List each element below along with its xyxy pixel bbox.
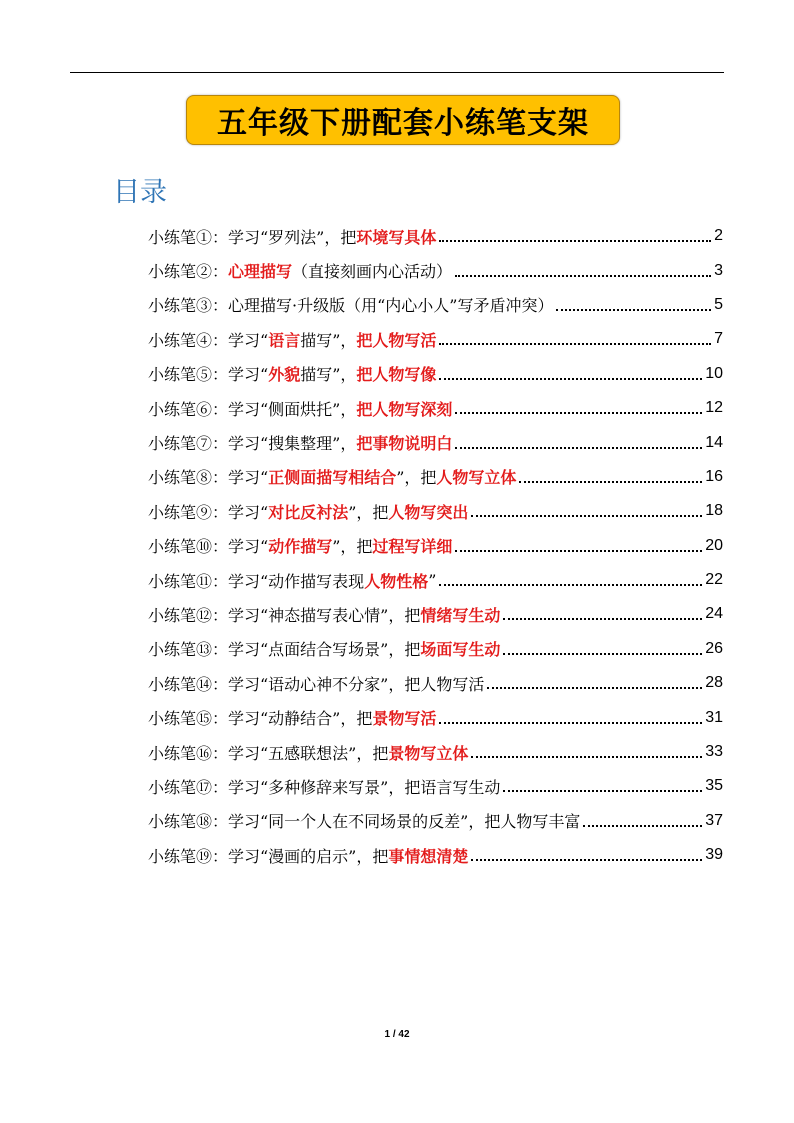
toc-entry-highlight: 人物写突出: [388, 502, 469, 522]
toc-leader-dots: [471, 857, 702, 861]
toc-page-number: 37: [705, 811, 723, 829]
toc-page-number: 3: [714, 261, 723, 279]
toc-entry-highlight: 把事物说明白: [356, 434, 453, 454]
toc-page-number: 35: [705, 777, 723, 795]
toc-entry[interactable]: [148, 460, 723, 494]
toc-entry[interactable]: [148, 357, 723, 391]
toc-leader-dots: [439, 238, 711, 242]
toc-leader-dots: [471, 754, 702, 758]
toc-leader-dots: [471, 513, 702, 517]
toc-entry-highlight: 外貌: [268, 365, 301, 385]
page-number-footer: 1 / 42: [384, 1029, 410, 1040]
toc-entry-text: 小练笔⑱：学习“同一个人在不同场景的反差”，把人物写丰富: [148, 812, 581, 832]
toc-entry[interactable]: [148, 425, 723, 459]
toc-entry-text: 小练笔⑲：学习“漫画的启示”，把: [148, 846, 389, 866]
toc-page-number: 7: [714, 330, 723, 348]
toc-entry-text: 小练笔③：心理描写·升级版（用“内心小人”写矛盾冲突）: [148, 296, 554, 316]
toc-entry-highlight: 把人物写深刻: [356, 399, 453, 419]
toc-entry-highlight: 事情想清楚: [388, 846, 469, 866]
toc-heading: 目录: [113, 177, 167, 208]
toc-leader-dots: [455, 410, 702, 414]
toc-entry[interactable]: [148, 769, 723, 803]
toc-page-number: 20: [705, 536, 723, 554]
toc-entry-text: ”: [428, 570, 437, 590]
toc-leader-dots: [455, 445, 702, 449]
toc-leader-dots: [503, 616, 702, 620]
toc-entry-highlight: 正侧面描写相结合: [268, 468, 397, 488]
toc-entry[interactable]: [148, 563, 723, 597]
toc-entry-text: 小练笔⑬：学习“点面结合写场景”，把: [148, 640, 421, 660]
toc-page-number: 39: [705, 846, 723, 864]
toc-entry-text: ”，把: [348, 502, 389, 522]
toc-entry[interactable]: [148, 219, 723, 253]
toc-entry-highlight: 情绪写生动: [420, 605, 501, 625]
toc-leader-dots: [556, 307, 711, 311]
toc-entry[interactable]: [148, 322, 723, 356]
toc-entry-text: 小练笔⑩：学习“: [148, 537, 269, 557]
toc-entry-highlight: 动作描写: [268, 537, 333, 557]
toc-entry-text: 小练笔⑥：学习“侧面烘托”，: [148, 399, 357, 419]
toc-entry-highlight: 人物性格: [364, 571, 429, 591]
toc-entry[interactable]: [148, 700, 723, 734]
toc-page-number: 24: [705, 605, 723, 623]
toc-entry-text: 小练笔④：学习“: [148, 330, 269, 350]
toc-page-number: 22: [705, 571, 723, 589]
toc-entry-text: 小练笔⑯：学习“五感联想法”，把: [148, 743, 389, 763]
header-rule: [70, 72, 724, 73]
toc-leader-dots: [455, 548, 702, 552]
toc-entry-text: 小练笔⑦：学习“搜集整理”，: [148, 434, 357, 454]
toc-page-number: 28: [705, 674, 723, 692]
toc-entry-text: （直接刻画内心活动）: [292, 262, 453, 282]
toc-page-number: 16: [705, 467, 723, 485]
toc-entry[interactable]: [148, 666, 723, 700]
toc-entry-text: 小练笔⑫：学习“神态描写表心情”，把: [148, 605, 421, 625]
toc-entry-highlight: 景物写活: [372, 709, 437, 729]
toc-entry-text: 小练笔⑤：学习“: [148, 365, 269, 385]
toc-leader-dots: [455, 273, 711, 277]
toc-entry-text: 描写”，: [300, 365, 357, 385]
toc-entry-highlight: 对比反衬法: [268, 502, 349, 522]
toc-entry-highlight: 环境写具体: [356, 227, 437, 247]
toc-leader-dots: [519, 479, 702, 483]
toc-entry-text: 小练笔⑪：学习“动作描写表现: [148, 571, 365, 591]
toc-entry-text: ”，把: [396, 468, 437, 488]
toc-leader-dots: [583, 823, 702, 827]
toc-entry-text: ”，把: [332, 537, 373, 557]
toc-leader-dots: [439, 341, 711, 345]
toc-entry-text: 描写”，: [300, 330, 357, 350]
table-of-contents: [148, 219, 723, 872]
toc-page-number: 26: [705, 639, 723, 657]
toc-entry-text: 小练笔①：学习“罗列法”，把: [148, 227, 357, 247]
toc-page-number: 10: [705, 364, 723, 382]
toc-page-number: 12: [705, 399, 723, 417]
toc-entry-text: 小练笔⑧：学习“: [148, 468, 269, 488]
toc-leader-dots: [503, 651, 702, 655]
toc-leader-dots: [503, 788, 702, 792]
toc-page-number: 33: [705, 743, 723, 761]
toc-entry[interactable]: [148, 288, 723, 322]
toc-entry-text: 小练笔②：: [148, 262, 229, 282]
toc-leader-dots: [439, 376, 702, 380]
toc-entry[interactable]: [148, 804, 723, 838]
toc-entry-highlight: 语言: [268, 330, 301, 350]
toc-entry-highlight: 人物写立体: [436, 468, 517, 488]
toc-leader-dots: [487, 685, 702, 689]
toc-entry-text: 小练笔⑭：学习“语动心神不分家”，把人物写活: [148, 674, 485, 694]
toc-entry-text: 小练笔⑮：学习“动静结合”，把: [148, 709, 373, 729]
toc-page-number: 14: [705, 433, 723, 451]
toc-leader-dots: [439, 720, 702, 724]
toc-page-number: 18: [705, 502, 723, 520]
toc-entry-highlight: 把人物写像: [356, 365, 437, 385]
toc-entry[interactable]: [148, 735, 723, 769]
toc-page-number: 31: [705, 708, 723, 726]
toc-entry[interactable]: [148, 597, 723, 631]
toc-entry-highlight: 过程写详细: [372, 537, 453, 557]
toc-page-number: 5: [714, 295, 723, 313]
toc-entry-highlight: 心理描写: [228, 262, 293, 282]
toc-page-number: 2: [714, 227, 723, 245]
toc-entry[interactable]: [148, 391, 723, 425]
toc-entry[interactable]: [148, 529, 723, 563]
document-title: 五年级下册配套小练笔支架: [186, 95, 620, 145]
toc-entry[interactable]: [148, 632, 723, 666]
toc-leader-dots: [439, 582, 702, 586]
toc-entry-text: 小练笔⑨：学习“: [148, 502, 269, 522]
toc-entry[interactable]: [148, 494, 723, 528]
toc-entry[interactable]: [148, 253, 723, 287]
toc-entry-highlight: 景物写立体: [388, 743, 469, 763]
toc-entry[interactable]: [148, 838, 723, 872]
toc-entry-text: 小练笔⑰：学习“多种修辞来写景”，把语言写生动: [148, 777, 501, 797]
toc-entry-highlight: 把人物写活: [356, 330, 437, 350]
toc-entry-highlight: 场面写生动: [420, 640, 501, 660]
